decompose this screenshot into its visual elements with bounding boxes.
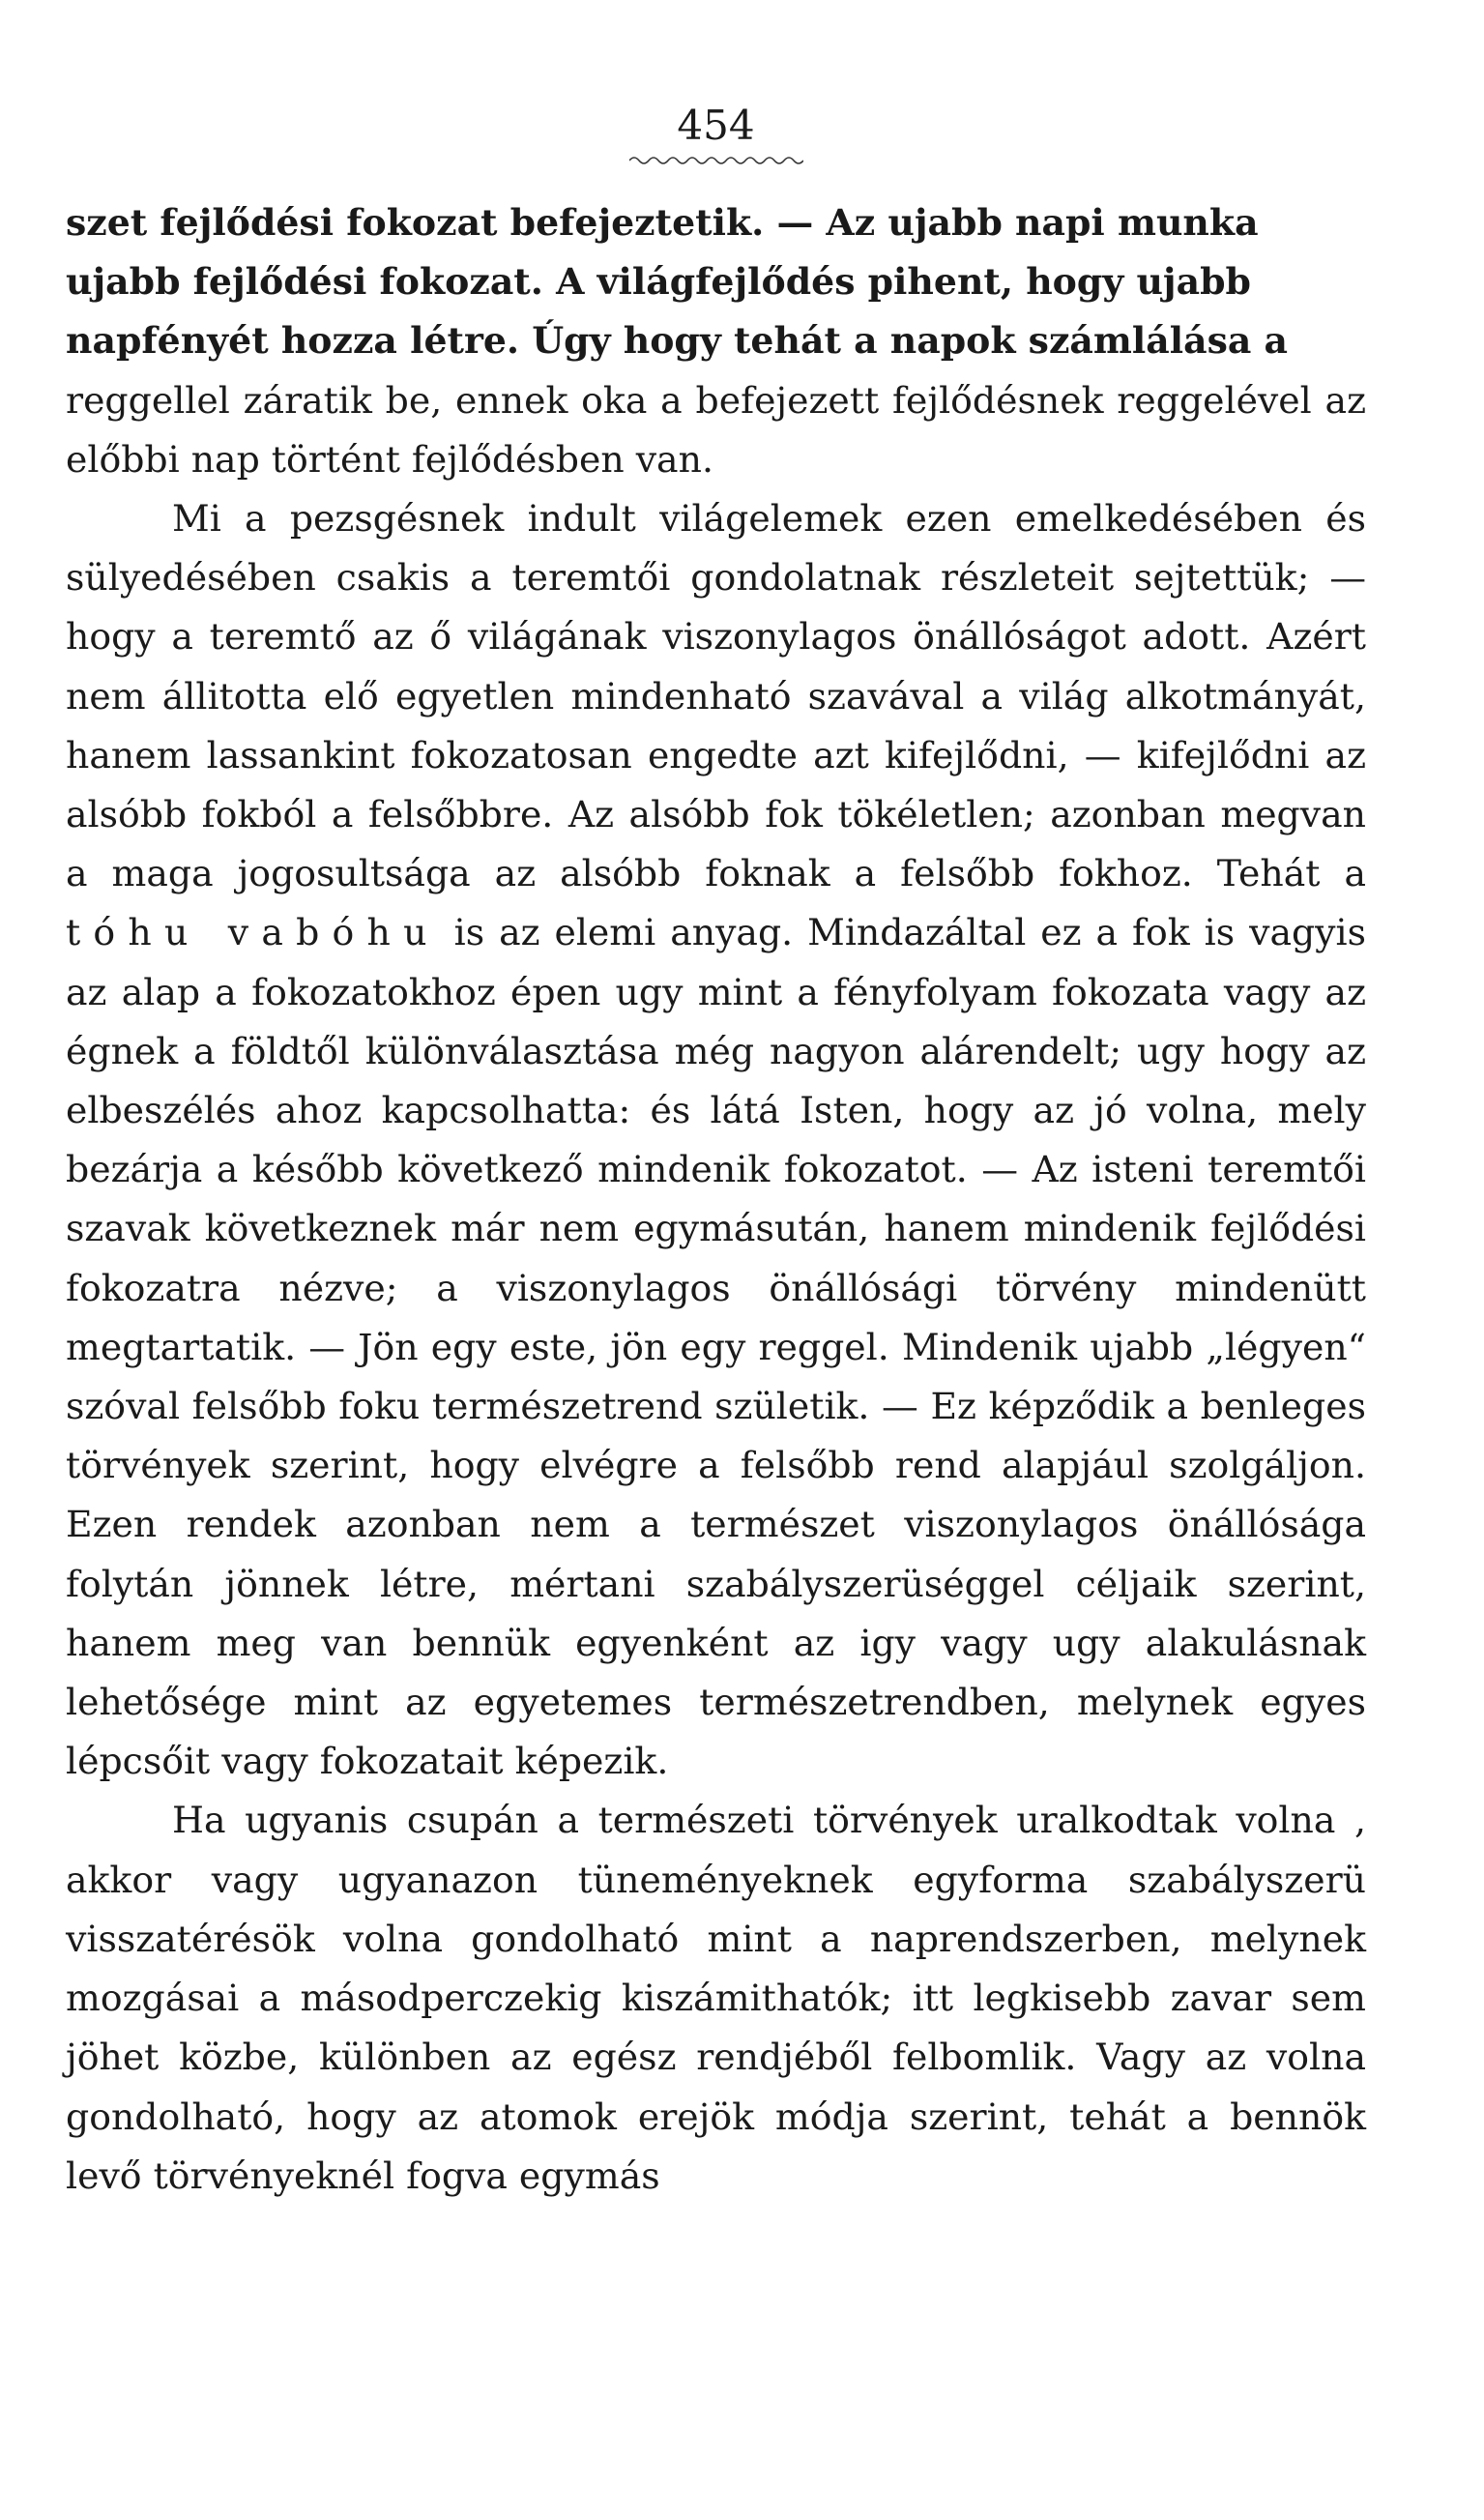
bold-line-2: ujabb fejlődési fokozat. A világfejlődés pihent, hogy ujabb	[66, 260, 1251, 304]
page-number: 454	[677, 102, 755, 149]
page-number-block	[66, 97, 1366, 166]
decorative-wave-underline	[629, 155, 803, 166]
spaced-term: tóhu vabóhu	[66, 911, 440, 954]
paragraph-2-part-b: is az elemi anyag. Mindazáltal ez a fok is vagyis az alap a fokozatokhoz épen ugy mint a fényfolyam fokozata vagy az égnek a földtől különválasztása még nagyon alárendelt; ugy hogy az elbeszélés ahoz kapcsolhatta: és látá Isten, hogy az jó volna, mely bezárja a később következő mindenik fokozatot. — Az isteni teremtői szavak következnek már nem egymásután, hanem mindenik fejlődési fokozatra nézve; a viszonylagos önállósági törvény mindenütt megtartatik. — Jön egy este, jön egy reggel. Mindenik ujabb „légyen“ szóval felsőbb foku természetrend születik. — Ez képződik a benleges törvények szerint, hogy elvégre a felsőbb rend alapjául szolgáljon. Ezen rendek azonban nem a természet viszonylagos önállósága folytán jönnek létre, mértani szabályszerüséggel céljaik szerint, hanem meg van bennük egyenként az igy vagy ugy alakulásnak lehetősége mint az egyetemes természetrendben, melynek egyes lépcsőit vagy fokozatait képezik.	[66, 911, 1367, 1783]
paragraph-2	[66, 489, 1366, 1791]
bold-line-1: szet fejlődési fokozat befejeztetik. — Az ujabb napi munka	[66, 201, 1259, 244]
paragraph-1-rest: reggellel záratik be, ennek oka a befejezett fejlődésnek reggelével az előbbi nap történt fejlődésben van.	[66, 378, 1366, 481]
page-content	[66, 97, 1366, 2206]
paragraph-3: Ha ugyanis csupán a természeti törvények uralkodtak volna , akkor vagy ugyanazon tüneményeknek egyforma szabályszerü visszatérésök volna gondolható mint a naprendszerben, melynek mozgásai a másodperczekig kiszámithatók; itt legkisebb zavar sem jöhet közbe, különben az egész rendjéből felbomlik. Vagy az volna gondolható, hogy az atomok erejök módja szerint, tehát a bennök levő törvényeknél fogva egymás	[66, 1799, 1366, 2197]
paragraph-2-part-a: Mi a pezsgésnek indult világelemek ezen emelkedésében és sülyedésében csakis a teremtői gondolatnak részleteit sejtettük; — hogy a teremtő az ő világának viszonylagos önállóságot adott. Azért nem állitotta elő egyetlen mindenható szavával a világ alkotmányát, hanem lassankint fokozatosan engedte azt kifejlődni, — kifejlődni az alsóbb fokból a felsőbbre. Az alsóbb fok tökéletlen; azonban megvan a maga jogosultsága az alsóbb foknak a felsőbb fokhoz. Tehát a	[66, 497, 1366, 895]
bold-line-3: napfényét hozza létre. Úgy hogy tehát a napok számlálása a	[66, 319, 1289, 363]
